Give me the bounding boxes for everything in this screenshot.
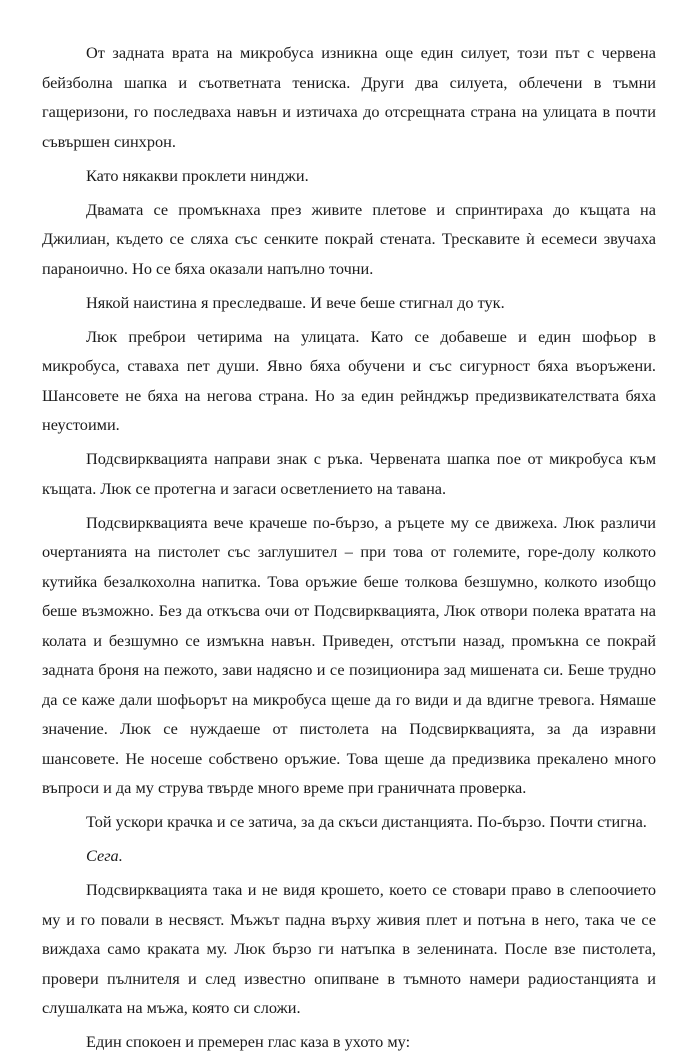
paragraph-10: Подсвирквацията така и не видя крошето, което се стовари право в слепоочието му и го повали в несвяст. Мъжът падна върху живия плет и потъна в него, така че се виждаха само краката му. Люк бързо ги натъпка в зеленината. После взе пистолета, провери пълнителя и след известно опипване в тъмното намери радиостанцията и слушалката на мъжа, която си сложи. <box>42 880 656 1017</box>
paragraph-2: Като някакви проклети нинджи. <box>86 165 309 185</box>
paragraph-8: Той ускори крачка и се затича, за да скъси дистанцията. По-бързо. Почти стигна. <box>86 812 647 831</box>
paragraph-3: Двамата се промъкнаха през живите плетове и спринтираха до къщата на Джилиан, където се сляха със сенките покрай стената. Трескавите ѝ есемеси звучаха параноично. Но се бяха оказали напълно точни. <box>42 199 656 278</box>
paragraph-9-italic: Сега. <box>86 846 123 865</box>
paragraph-5: Люк преброи четирима на улицата. Като се добавеше и един шофьор в микробуса, ставаха пет души. Явно бяха обучени и със сигурност бяха въоръжени. Шансовете не бяха на негова страна. Но за един рейнджър предизвикателствата бяха неустоими. <box>42 326 656 434</box>
paragraph-11: Един спокоен и премерен глас каза в ухото му: <box>86 1032 411 1051</box>
paragraph-7: Подсвирквацията вече крачеше по-бързо, а ръцете му се движеха. Люк различи очертанията на пистолет със заглушител – при това от големите, горе-долу колкото кутийка безалкохолна напитка. Това оръжие беше толкова безшумно, колкото изобщо беше възможно. Без да откъсва очи от Подсвирквацията, Люк отвори полека вратата на колата и безшумно се измъкна навън. Приведен, отстъпи назад, промъкна се покрай задната броня на пежото, зави надясно и се позиционира зад мишената си. Беше трудно да се каже дали шофьорът на микробуса щеше да го види и да вдигне тревога. Нямаше значение. Люк се нуждаеше от пистолета на Подсвирквацията, за да изравни шансовете. Не носеше собствено оръжие. Това щеше да предизвика прекалено много въпроси и да му струва твърде много време при граничната проверка. <box>42 512 656 797</box>
paragraph-1: От задната врата на микробуса изникна още един силует, този път с червена бейзболна шапка и съответната тениска. Други два силуета, облечени в тъмни гащеризони, го последваха навън и изтичаха до отсрещната страна на улицата в почти съвършен синхрон. <box>42 43 656 151</box>
paragraph-6: Подсвирквацията направи знак с ръка. Червената шапка пое от микробуса към къщата. Люк се протегна и загаси осветлението на тавана. <box>42 449 656 498</box>
paragraph-4: Някой наистина я преследваше. И вече беше стигнал до тук. <box>86 292 505 312</box>
